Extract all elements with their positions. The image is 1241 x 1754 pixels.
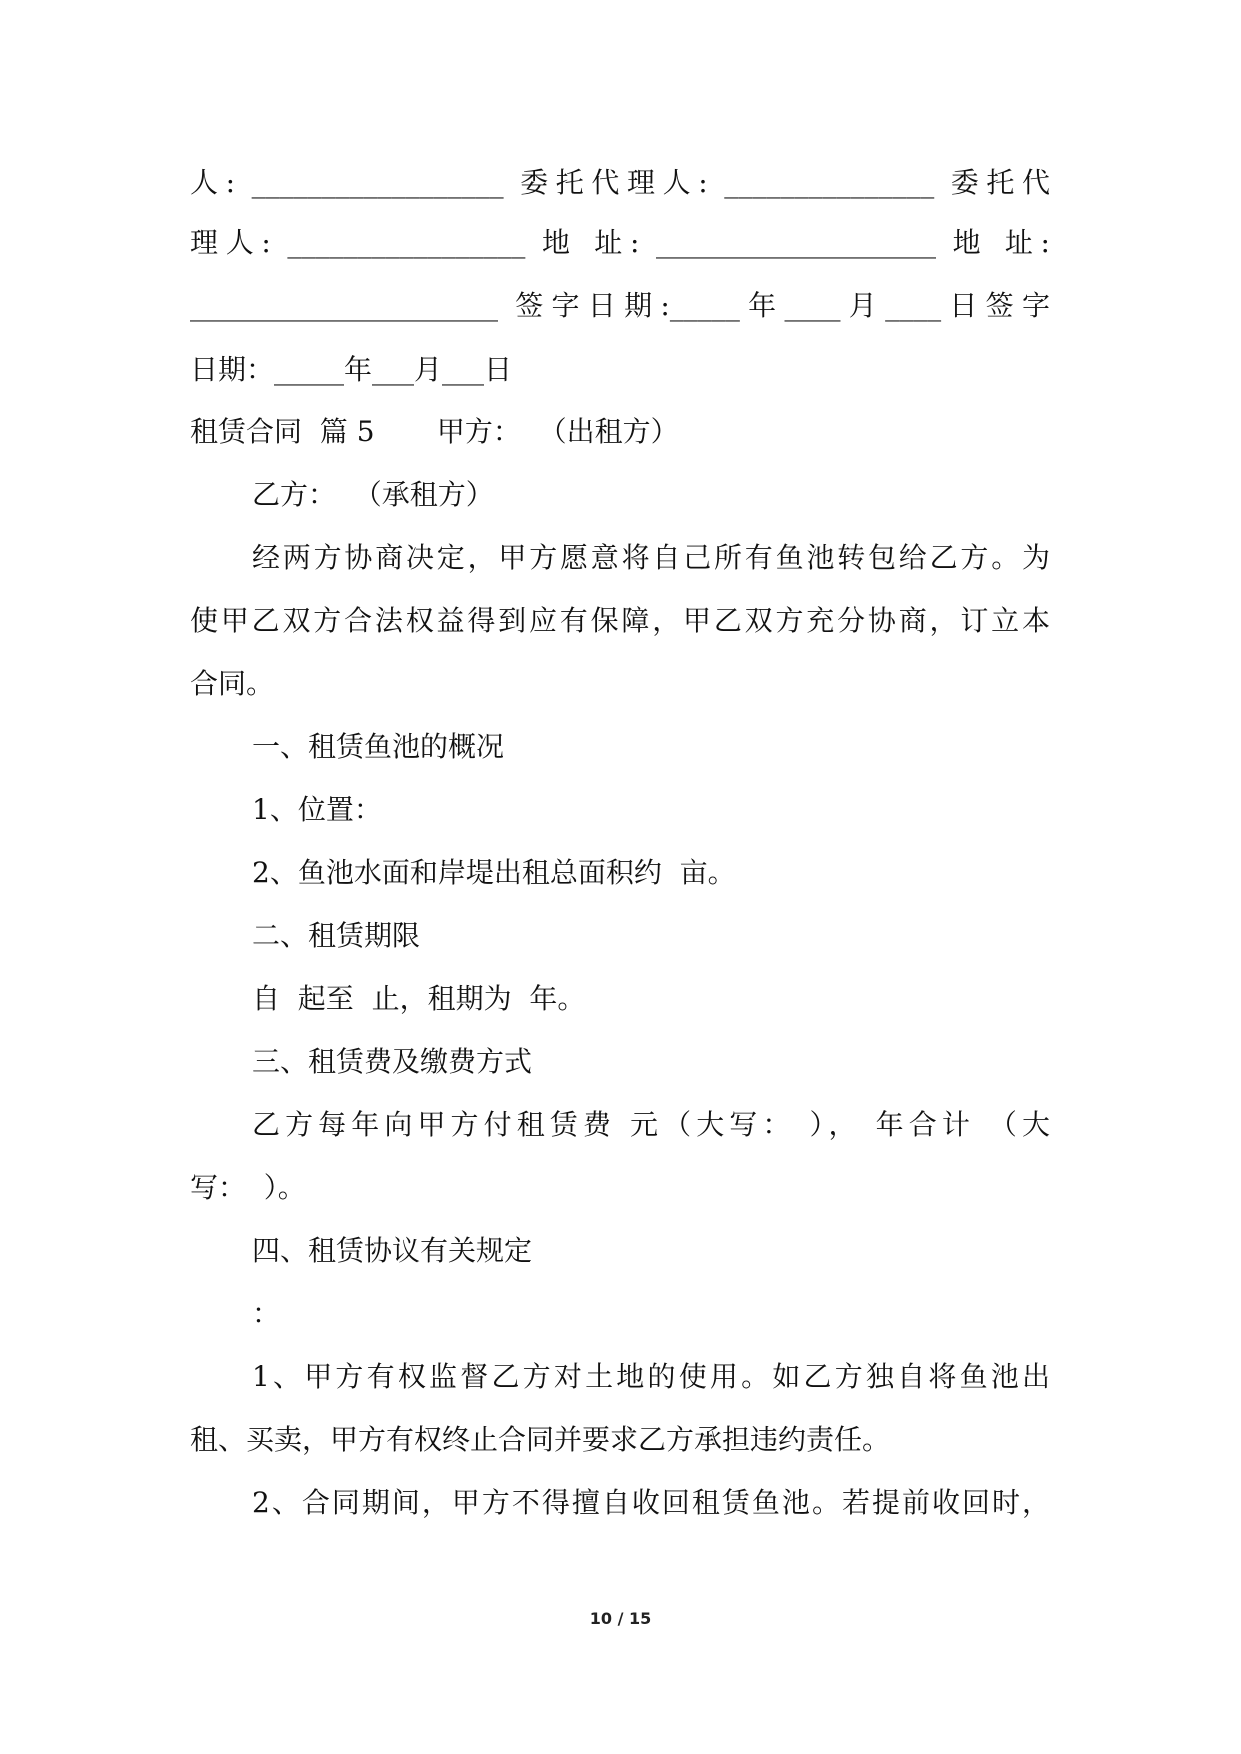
text-line: 理人: _________________ 地 址: ____________________ 地 址: xyxy=(190,226,1050,259)
text-line: 经两方协商决定，甲方愿意将自己所有鱼池转包给乙方。为 xyxy=(252,541,1050,574)
section-heading: 二、租赁期限 xyxy=(252,919,421,952)
text-line: 1、位置： xyxy=(252,793,382,826)
section-heading: 三、租赁费及缴费方式 xyxy=(252,1045,533,1078)
section-heading: 四、租赁协议有关规定 xyxy=(252,1234,533,1267)
text-line: 租、买卖，甲方有权终止合同并要求乙方承担违约责任。 xyxy=(190,1423,891,1456)
text-line: 自 起至 止，租期为 年。 xyxy=(252,982,586,1015)
text-line: ______________________ 签字日期:_____年____月____日签字 xyxy=(190,289,1050,322)
text-line: 合同。 xyxy=(190,667,275,700)
text-line: 2、鱼池水面和岸堤出租总面积约 亩。 xyxy=(252,856,736,889)
text-line: ： xyxy=(252,1297,281,1330)
section-heading: 租赁合同 篇 5 甲方： （出租方） xyxy=(190,415,679,448)
text-line: 人: __________________ 委托代理人: _______________ 委托代 xyxy=(190,166,1050,199)
text-line: 写： ）。 xyxy=(190,1171,306,1204)
section-heading: 一、租赁鱼池的概况 xyxy=(252,730,505,763)
page-number: 10 / 15 xyxy=(589,1609,652,1628)
text-line: 乙方每年向甲方付租赁费 元（大写： ）， 年合计 （大 xyxy=(252,1108,1050,1141)
text-line: 日期：_____年___月___日 xyxy=(190,353,513,386)
text-line: 使甲乙双方合法权益得到应有保障，甲乙双方充分协商，订立本 xyxy=(190,604,1050,637)
text-line: 1、甲方有权监督乙方对土地的使用。如乙方独自将鱼池出 xyxy=(252,1360,1050,1393)
text-line: 2、合同期间，甲方不得擅自收回租赁鱼池。若提前收回时， xyxy=(252,1486,1050,1519)
text-line: 乙方： （承租方） xyxy=(252,478,494,511)
